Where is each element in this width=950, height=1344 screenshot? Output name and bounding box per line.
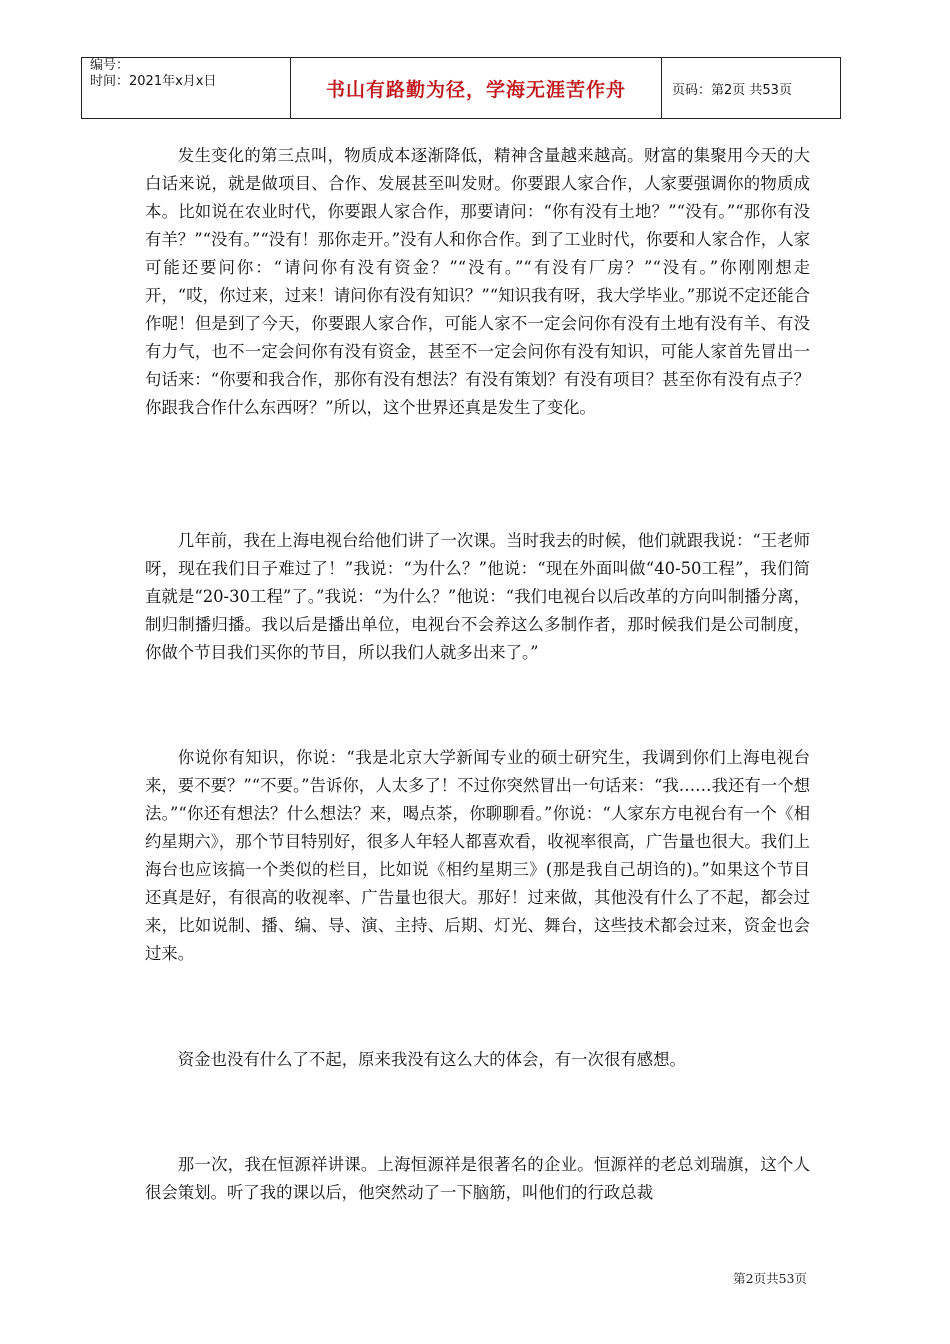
time-label: 时间：2021年x月x日 [90, 74, 217, 89]
paragraph-3: 你说你有知识，你说：“我是北京大学新闻专业的硕士研究生，我调到你们上海电视台来，要不要？”“不要。”告诉你，人太多了！不过你突然冒出一句话来：“我……我还有一个想法。”“你还有想法？什么想法？来，喝点茶，你聊聊看。”你说：“人家东方电视台有一个《相约星期六》，那个节目特别好，很多人年轻人都喜欢看，收视率很高，广告量也很大。我们上海台也应该搞一个类似的栏目，比如说《相约星期三》(那是我自己胡诌的)。”如果这个节目还真是好，有很高的收视率、广告量也很大。那好！过来做，其他没有什么了不起，都会过来，比如说制、播、编、导、演、主持、后期、灯光、舞台，这些技术都会过来，资金也会过来。 [145, 748, 810, 963]
header-motto: 书山有路勤为径，学海无涯苦作舟 [291, 58, 662, 119]
page-header [81, 57, 841, 119]
number-label: 编号： [90, 58, 130, 73]
page-footer: 第2页共53页 [733, 1271, 807, 1286]
paragraph-4: 资金也没有什么了不起，原来我没有这么大的体会，有一次很有感想。 [177, 1050, 686, 1069]
header-page-info: 页码：第2页 共53页 [662, 58, 841, 119]
header-meta-cell [82, 58, 291, 119]
paragraph-5: 那一次，我在恒源祥讲课。上海恒源祥是很著名的企业。恒源祥的老总刘瑞旗，这个人很会策划。听了我的课以后，他突然动了一下脑筋，叫他们的行政总裁 [145, 1155, 810, 1202]
paragraph-1: 发生变化的第三点叫，物质成本逐渐降低，精神含量越来越高。财富的集聚用今天的大白话来说，就是做项目、合作、发展甚至叫发财。你要跟人家合作，人家要强调你的物质成本。比如说在农业时代，你要跟人家合作，那要请问：“你有没有土地？”“没有。”“那你有没有羊？”“没有。”“没有！那你走开。”没有人和你合作。到了工业时代，你要和人家合作，人家可能还要问你：“请问你有没有资金？”“没有。”“有没有厂房？”“没有。”你刚刚想走开，“哎，你过来，过来！请问你有没有知识？”“知识我有呀，我大学毕业。”那说不定还能合作呢！但是到了今天，你要跟人家合作，可能人家不一定会问你有没有土地有没有羊、有没有力气，也不一定会问你有没有资金，甚至不一定会问你有没有知识，可能人家首先冒出一句话来：“你要和我合作，那你有没有想法？有没有策划？有没有项目？甚至你有没有点子？你跟我合作什么东西呀？”所以，这个世界还真是发生了变化。 [145, 146, 810, 417]
document-body [145, 142, 810, 1207]
paragraph-2: 几年前，我在上海电视台给他们讲了一次课。当时我去的时候，他们就跟我说：“王老师呀，现在我们日子难过了！”我说：“为什么？”他说：“现在外面叫做“40-50工程”，我们简直就是“20-30工程”了。”我说：“为什么？”他说：“我们电视台以后改革的方向叫制播分离，制归制播归播。我以后是播出单位，电视台不会养这么多制作者，那时候我们是公司制度，你做个节目我们买你的节目，所以我们人就多出来了。” [145, 531, 810, 662]
